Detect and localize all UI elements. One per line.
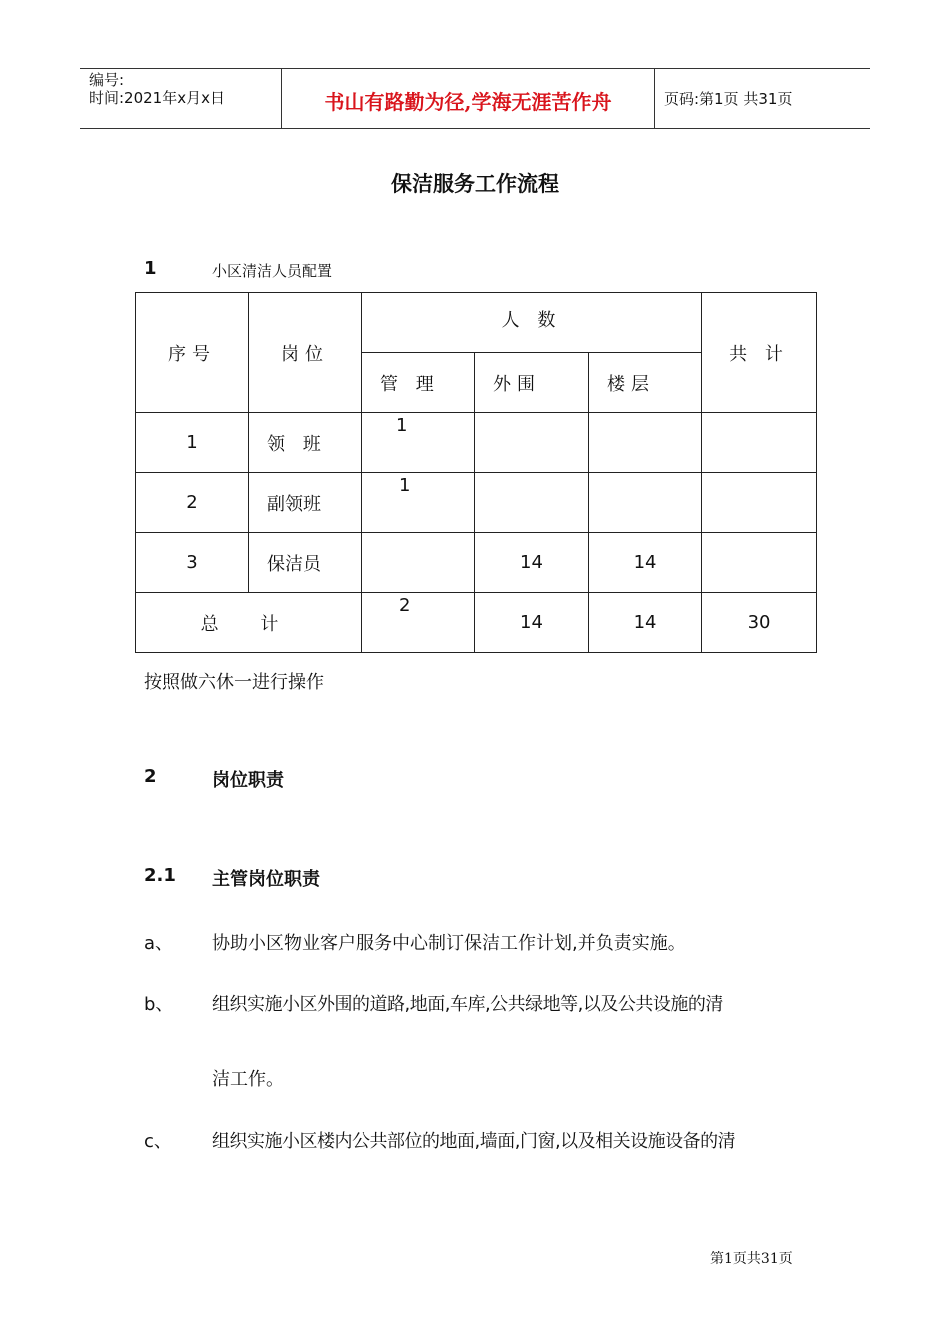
table-header-row: [136, 293, 817, 353]
header-divider-right: [654, 68, 655, 129]
cell-outer: [475, 413, 589, 473]
page-footer: 第1页共31页: [710, 1251, 793, 1267]
table-total-row: [136, 593, 817, 653]
cell-sum-label: 总 计: [136, 593, 362, 653]
cell-seq: 2: [136, 473, 249, 533]
header-headcount: 人 数: [362, 293, 702, 353]
cell-mgmt: [362, 533, 475, 593]
section2-title: 岗位职责: [212, 770, 284, 791]
cell-total: [702, 533, 817, 593]
cell-total: [702, 473, 817, 533]
cell-seq: 1: [136, 413, 249, 473]
cell-floor: [589, 473, 702, 533]
cell-sum-mgmt: 2: [362, 593, 475, 653]
item-c-text: 组织实施小区楼内公共部位的地面,墙面,门窗,以及相关设施设备的清: [212, 1131, 736, 1152]
cell-floor: [589, 413, 702, 473]
cell-post: 领 班: [249, 413, 362, 473]
header-page-label: 页码:第1页 共31页: [664, 90, 793, 108]
cell-seq: 3: [136, 533, 249, 593]
header-total: 共 计: [702, 293, 817, 413]
header-time-label: 时间:2021年x月x日: [89, 89, 225, 107]
cell-sum-outer: 14: [475, 593, 589, 653]
table-row: [136, 533, 817, 593]
cell-mgmt: 1: [362, 473, 475, 533]
section1-title: 小区清洁人员配置: [212, 262, 333, 280]
cell-total: [702, 413, 817, 473]
section2-number: 2: [144, 766, 157, 787]
staffing-table: [135, 292, 817, 653]
section21-number: 2.1: [144, 865, 176, 886]
header-motto: 书山有路勤为径,学海无涯苦作舟: [324, 90, 612, 114]
table-row: [136, 413, 817, 473]
cell-outer: 14: [475, 533, 589, 593]
section1-number: 1: [144, 258, 157, 279]
cell-post: 保洁员: [249, 533, 362, 593]
cell-outer: [475, 473, 589, 533]
table-row: [136, 473, 817, 533]
cell-post: 副领班: [249, 473, 362, 533]
item-b-text-cont: 洁工作。: [212, 1069, 284, 1090]
cell-mgmt: 1: [362, 413, 475, 473]
item-b-text: 组织实施小区外围的道路,地面,车库,公共绿地等,以及公共设施的清: [212, 994, 723, 1015]
item-a-text: 协助小区物业客户服务中心制订保洁工作计划,并负责实施。: [212, 933, 686, 954]
header-outer: 外围: [475, 353, 589, 413]
header-post: 岗位: [249, 293, 362, 413]
header-floor: 楼层: [589, 353, 702, 413]
section21-title: 主管岗位职责: [212, 869, 320, 890]
schedule-note: 按照做六休一进行操作: [144, 672, 324, 693]
item-a-label: a、: [144, 933, 174, 954]
header-code-label: 编号:: [89, 71, 125, 89]
item-c-label: c、: [144, 1131, 172, 1152]
cell-floor: 14: [589, 533, 702, 593]
cell-sum-floor: 14: [589, 593, 702, 653]
header-seq: 序号: [136, 293, 249, 413]
document-title: 保洁服务工作流程: [391, 172, 559, 196]
cell-sum-total: 30: [702, 593, 817, 653]
header-top-rule: [80, 68, 870, 69]
header-mgmt: 管 理: [362, 353, 475, 413]
item-b-label: b、: [144, 994, 174, 1015]
header-bottom-rule: [80, 128, 870, 129]
